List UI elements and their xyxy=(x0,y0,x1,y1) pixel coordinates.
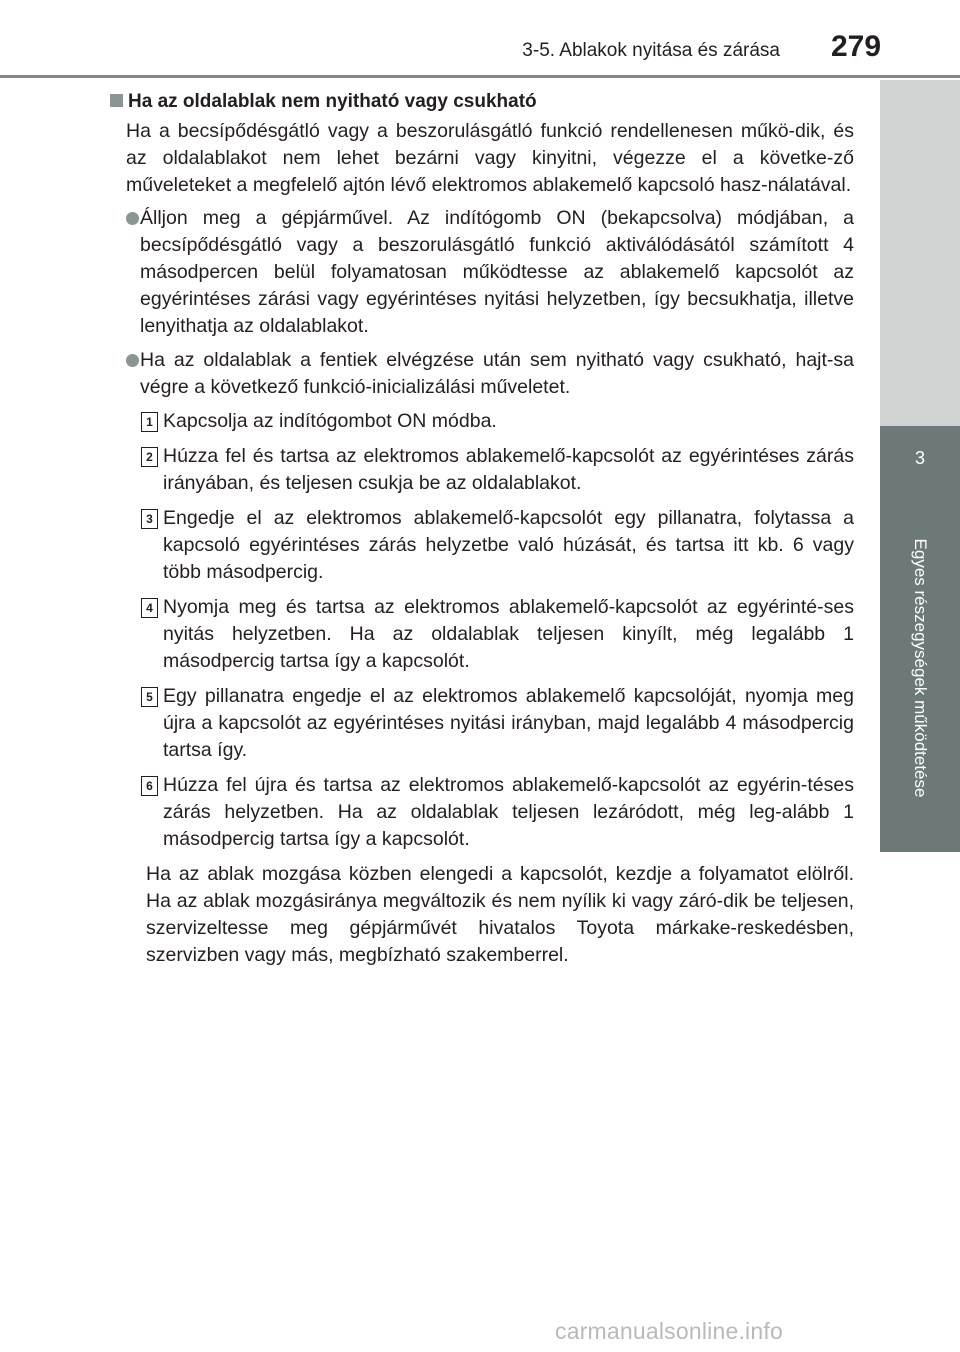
bullet-text: Ha az oldalablak a fentiek elvégzése után sem nyitható vagy csukható, hajt-sa végre a következő funkció-inicializálási műveletet. xyxy=(140,349,854,398)
step-text: Húzza fel és tartsa az elektromos ablakemelő-kapcsolót az egyérintéses zárás irányában, és teljesen csukja be az oldalablakot. xyxy=(163,445,854,494)
intro-paragraph: Ha a becsípődésgátló vagy a beszorulásgátló funkció rendellenesen műkö-dik, és az oldalablakot nem lehet bezárni vagy kinyitni, végezze el a követke-ző műveleteket a megfelelő ajtón lévő elektromos ablakemelő kapcsoló hasz-nálatával. xyxy=(126,120,854,196)
step-number-box: 1 xyxy=(141,412,158,432)
step-item xyxy=(110,505,854,586)
main-content xyxy=(110,88,854,969)
step-text: Nyomja meg és tartsa az elektromos ablakemelő-kapcsolót az egyérinté-ses nyitás helyzetben. Ha az oldalablak teljesen kinyílt, még legalább 1 másodpercig tartsa így a kapcsolót. xyxy=(163,596,854,672)
step-number-box: 2 xyxy=(141,447,158,467)
step-item xyxy=(110,683,854,764)
step-item xyxy=(110,772,854,853)
square-bullet-icon xyxy=(110,94,123,107)
heading-text: Ha az oldalablak nem nyitható vagy csukható xyxy=(128,91,537,112)
circle-bullet-icon xyxy=(126,354,139,367)
chapter-number: 3 xyxy=(914,448,925,468)
step-text: Egy pillanatra engedje el az elektromos ablakemelő kapcsolóját, nyomja meg újra a kapcsolót az egyérintéses nyitási irányban, majd legalább 4 másodpercig tartsa így. xyxy=(163,685,854,761)
page-header xyxy=(0,0,960,80)
header-rule xyxy=(0,75,960,78)
bullet-item xyxy=(110,205,854,340)
step-number-box: 5 xyxy=(141,687,158,707)
side-strip xyxy=(880,80,960,426)
step-item xyxy=(110,443,854,497)
step-text: Kapcsolja az indítógombot ON módba. xyxy=(163,410,497,432)
step-item xyxy=(110,408,854,435)
step-number-box: 3 xyxy=(141,509,158,529)
step-number-box: 6 xyxy=(141,776,158,796)
step-item xyxy=(110,594,854,675)
step-text: Engedje el az elektromos ablakemelő-kapcsolót egy pillanatra, folytassa a kapcsoló egyérintéses zárás helyzetbe való húzását, és tartsa itt kb. 6 vagy több másodpercig. xyxy=(163,507,854,583)
closing-paragraph: Ha az ablak mozgása közben elengedi a kapcsolót, kezdje a folyamatot elölről. Ha az ablak mozgásiránya megváltozik és nem nyílik ki vagy záró-dik be teljesen, szervizeltesse meg gépjárművét hivatalos Toyota márkake-reskedésben, szervizben vagy más, megbízható szakemberrel. xyxy=(146,863,854,966)
page-number: 279 xyxy=(831,30,882,63)
watermark: carmanualsonline.info xyxy=(555,1318,783,1344)
step-number-box: 4 xyxy=(141,598,158,618)
step-text: Húzza fel újra és tartsa az elektromos ablakemelő-kapcsolót az egyérin-téses zárás helyzetben. Ha az oldalablak teljesen lezáródott, még leg-alább 1 másodpercig tartsa így a kapcsolót. xyxy=(163,774,854,850)
chapter-title: Egyes részegységek működtetése xyxy=(911,538,930,798)
circle-bullet-icon xyxy=(126,212,139,225)
section-heading xyxy=(110,88,854,115)
section-title: 3-5. Ablakok nyitása és zárása xyxy=(522,40,780,61)
bullet-text: Álljon meg a gépjárművel. Az indítógomb ON (bekapcsolva) módjában, a becsípődésgátló vagy a beszorulásgátló funkció aktiválódásától számított 4 másodpercen belül folyamatosan működtesse az ablakemelő kapcsolót az egyérintéses zárási vagy egyérintéses nyitási helyzetben, így becsukhatja, illetve lenyithatja az oldalablakot. xyxy=(140,207,854,337)
bullet-item xyxy=(110,347,854,401)
